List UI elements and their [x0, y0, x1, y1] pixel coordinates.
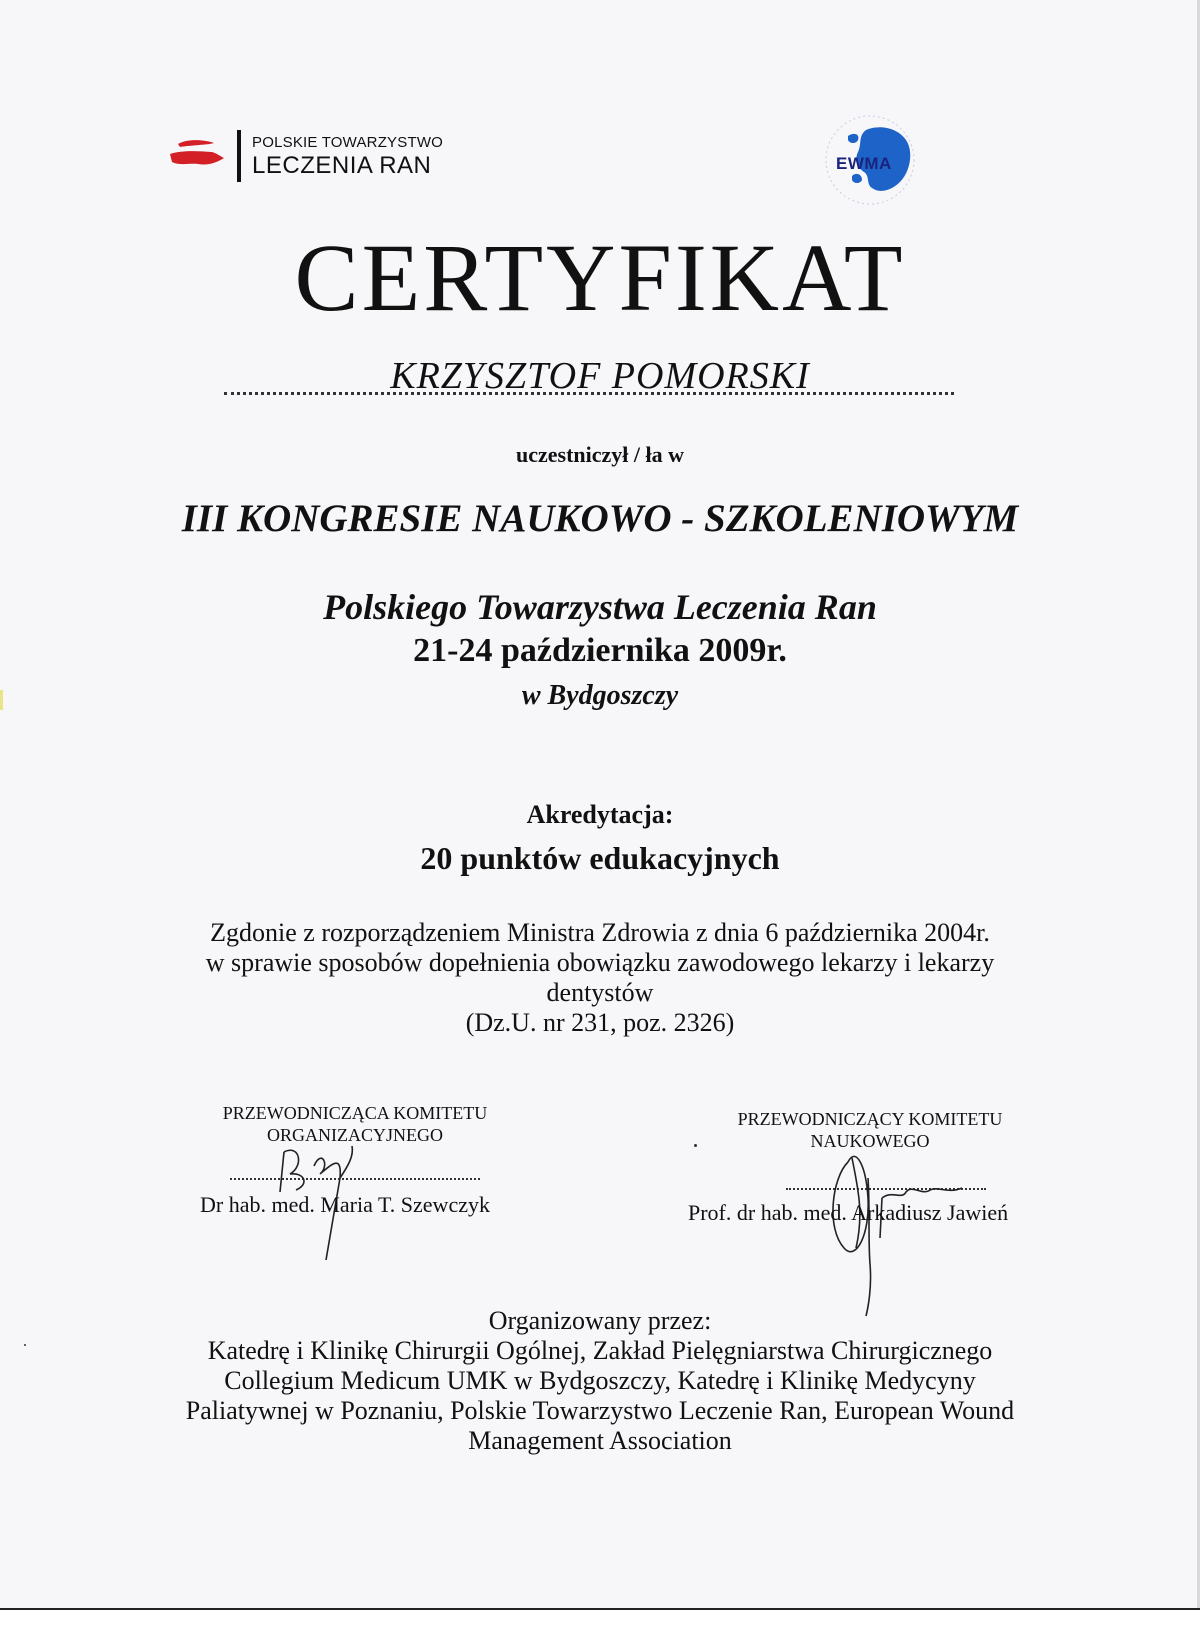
legal-line: dentystów	[546, 978, 654, 1007]
logo-line-1: POLSKIE TOWARZYSTWO	[252, 134, 444, 151]
organizer-line: Management Association	[468, 1426, 732, 1455]
right-title-line-2: NAUKOWEGO	[810, 1131, 930, 1151]
right-handwritten-signature	[812, 1138, 972, 1318]
left-signatory-name: Dr hab. med. Maria T. Szewczyk	[200, 1192, 490, 1217]
logo-line-2: LECZENIA RAN	[252, 152, 432, 179]
congress-city: w Bydgoszczy	[521, 680, 679, 711]
legal-line: w sprawie sposobów dopełnienia obowiązku zawodowego lekarzy i lekarzy	[205, 948, 995, 977]
left-title-line-2: ORGANIZACYJNEGO	[267, 1125, 443, 1145]
participation-text: uczestniczył / ła w	[515, 442, 685, 467]
recipient-dotted-line	[224, 386, 954, 395]
ewma-wordmark: EWMA	[836, 154, 892, 173]
society-name: Polskiego Towarzystwa Leczenia Ran	[323, 587, 877, 627]
ink-speck	[694, 1144, 697, 1147]
polish-flag-icon	[168, 138, 228, 172]
accreditation-label: Akredytacja:	[526, 800, 674, 829]
ptlr-logo	[168, 128, 458, 188]
certificate-title: CERTYFIKAT	[294, 224, 906, 331]
organizer-line: Paliatywnej w Poznaniu, Polskie Towarzystwo Leczenie Ran, European Wound	[185, 1396, 1015, 1425]
right-title-line-1: PRZEWODNICZĄCY KOMITETU	[737, 1109, 1003, 1129]
scan-bottom-edge	[0, 1608, 1200, 1650]
congress-dates: 21-24 października 2009r.	[413, 632, 787, 669]
right-signatory-name: Prof. dr hab. med. Arkadiusz Jawień	[688, 1200, 1009, 1225]
left-title-line-1: PRZEWODNICZĄCA KOMITETU	[222, 1103, 488, 1123]
accreditation-points: 20 punktów edukacyjnych	[420, 840, 780, 876]
legal-line: Zgdonie z rozporządzeniem Ministra Zdrowia z dnia 6 października 2004r.	[210, 918, 990, 947]
logo-divider	[237, 130, 241, 182]
ink-speck	[24, 1344, 26, 1346]
organizers-list	[0, 1336, 1200, 1456]
ewma-logo	[818, 112, 928, 208]
organizers-heading: Organizowany przez:	[488, 1306, 712, 1335]
organizer-line: Collegium Medicum UMK w Bydgoszczy, Katedrę i Klinikę Medycyny	[224, 1366, 976, 1395]
congress-name: III KONGRESIE NAUKOWO - SZKOLENIOWYM	[181, 497, 1019, 540]
legal-line: (Dz.U. nr 231, poz. 2326)	[465, 1008, 735, 1037]
organizer-line: Katedrę i Klinikę Chirurgii Ogólnej, Zakład Pielęgniarstwa Chirurgicznego	[207, 1336, 993, 1365]
legal-basis	[0, 918, 1200, 1038]
scan-edge-mark	[0, 690, 3, 710]
recipient-name: KRZYSZTOF POMORSKI	[390, 355, 810, 397]
